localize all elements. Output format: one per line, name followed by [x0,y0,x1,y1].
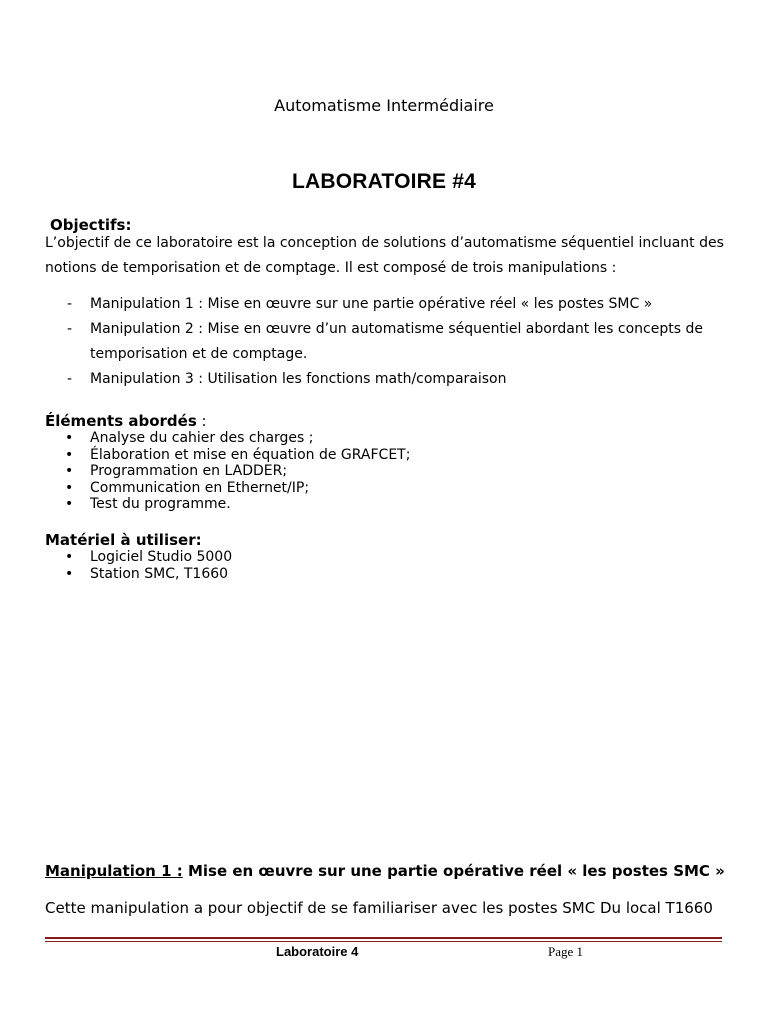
manipulation1-heading [45,862,725,880]
objectifs-heading: Objectifs: [50,216,132,234]
document-title: LABORATOIRE #4 [291,170,477,193]
list-item [45,430,410,447]
manipulation1-label: Manipulation 1 : [45,862,183,880]
footer-divider-thin [45,941,722,942]
bullet-icon: • [65,565,74,582]
footer-page-number: Page 1 [548,944,584,959]
footer-lab-label: Laboratoire 4 [276,944,359,959]
list-item [45,463,410,480]
list-item [45,549,232,566]
list-item [45,566,232,583]
list-item-text: Programmation en LADDER; [90,463,288,480]
elements-heading-text: Éléments abordés [45,412,197,430]
list-item-text: Manipulation 3 : Utilisation les fonctions math/comparaison [90,371,507,387]
bullet-icon: • [65,463,74,480]
list-item-text: Station SMC, T1660 [90,565,229,582]
list-item [45,496,410,513]
list-item [45,447,410,464]
list-item [45,367,735,392]
list-item-text: Manipulation 1 : Mise en œuvre sur une partie opérative réel « les postes SMC » [90,296,653,312]
dash-bullet: - [67,371,73,387]
list-item [45,480,410,497]
dash-bullet: - [67,296,73,312]
elements-heading-colon: : [196,412,207,430]
bullet-icon: • [65,479,74,496]
bullet-icon: • [65,496,74,513]
bullet-icon: • [65,446,74,463]
list-item-text: Test du programme. [90,496,231,513]
manipulations-list [45,292,735,392]
list-item [45,292,735,317]
list-item-text: Logiciel Studio 5000 [90,549,233,565]
elements-heading [45,412,207,430]
list-item-text: Élaboration et mise en équation de GRAFCET; [90,446,411,463]
elements-list [45,430,410,513]
objectifs-paragraph: L’objectif de ce laboratoire est la conception de solutions d’automatisme séquentiel incluant des notions de temporisation et de comptage. Il est composé de trois manipulations : [45,235,724,276]
list-item-text: Analyse du cahier des charges ; [90,430,314,446]
footer-divider [45,937,722,939]
dash-bullet: - [67,321,73,337]
bullet-icon: • [65,549,74,565]
manipulation1-title: Mise en œuvre sur une partie opérative réel « les postes SMC » [182,862,725,880]
list-item [45,317,735,367]
document-subtitle: Automatisme Intermédiaire [274,96,494,115]
list-item-text: Manipulation 2 : Mise en œuvre d’un automatisme séquentiel abordant les concepts de temporisation et de comptage. [90,321,703,362]
bullet-icon: • [65,430,74,446]
list-item-text: Communication en Ethernet/IP; [90,479,310,496]
manipulation1-text: Cette manipulation a pour objectif de se familiariser avec les postes SMC Du local T1660 [45,899,713,917]
materiel-heading: Matériel à utiliser: [45,531,202,549]
materiel-list [45,549,232,582]
